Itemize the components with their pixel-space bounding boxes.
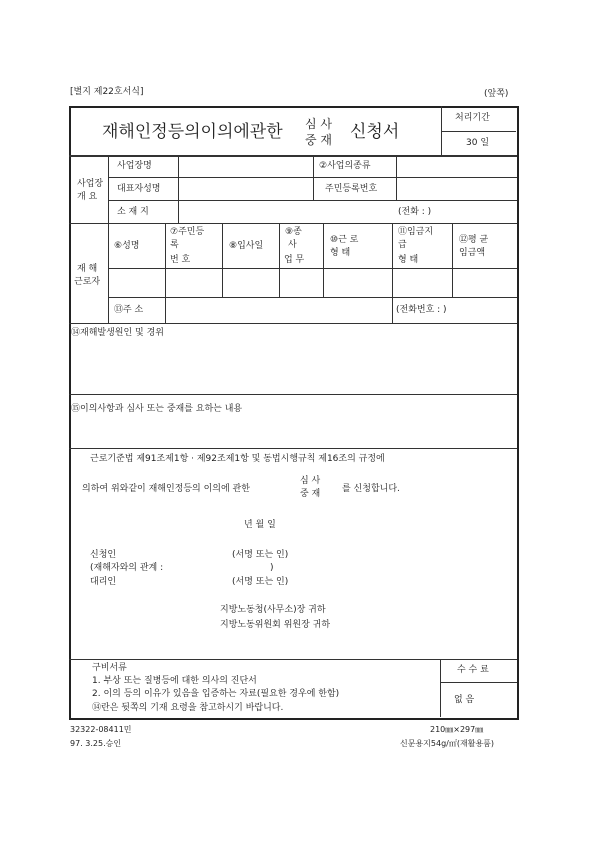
accident-cause-field[interactable] <box>71 342 514 392</box>
statement-stack-bottom: 중 재 <box>300 489 321 499</box>
paper-size: 210㎜×297㎜ <box>430 725 484 734</box>
worker-rrn-label-3: 번 호 <box>170 255 191 265</box>
application-date: 년 월 일 <box>244 520 276 530</box>
statement-line-1: 근로기준법 제91조제1항 · 제92조제1항 및 동법시행규칙 제16조의 규정에 <box>90 454 385 464</box>
work-type-field[interactable] <box>325 270 390 295</box>
worker-address-label: ⑬주 소 <box>114 305 144 315</box>
worker-address-field[interactable] <box>167 299 390 321</box>
document-item-1: 1. 부상 또는 질병등에 대한 의사의 진단서 <box>92 676 257 686</box>
job-label-3: 업 무 <box>284 255 305 265</box>
worker-section-label-1: 재 해 <box>77 264 98 274</box>
document-item-3: ⑭란은 뒷쪽의 기재 요령을 참고하시기 바랍니다. <box>92 703 284 713</box>
objection-content-field[interactable] <box>71 418 514 446</box>
avg-wage-label-2: 임금액 <box>459 248 486 258</box>
agent-signature[interactable]: (서명 또는 인) <box>232 577 289 587</box>
job-label-1: ⑨종 <box>285 227 302 237</box>
document-item-2: 2. 이의 등의 이유가 있음을 입증하는 자료(필요한 경우에 한함) <box>92 689 340 699</box>
objection-content-label: ⑮이의사항과 심사 또는 중재를 요하는 내용 <box>71 404 243 414</box>
statement-stack-top: 심 사 <box>300 476 321 486</box>
business-type-field[interactable] <box>398 157 514 175</box>
relation-close: ) <box>270 563 274 573</box>
form-title-right: 신청서 <box>350 122 400 142</box>
business-type-label: ②사업의종류 <box>319 161 371 171</box>
representative-field[interactable] <box>180 180 310 198</box>
job-label-2: 사 <box>288 240 297 250</box>
worker-name-field[interactable] <box>110 270 163 295</box>
wage-type-label-3: 형 태 <box>398 255 419 265</box>
avg-wage-label-1: ⑫평 균 <box>459 235 489 245</box>
hire-date-label: ⑧입사일 <box>229 241 264 251</box>
accident-cause-label: ⑭재해발생원인 및 경위 <box>71 328 164 338</box>
worker-rrn-field[interactable] <box>167 270 220 295</box>
wage-type-field[interactable] <box>394 270 450 295</box>
business-section-label-1: 사업장 <box>77 179 104 189</box>
wage-type-label-2: 급 <box>398 240 407 250</box>
form-title-left: 재해인정등의이의에관한 <box>102 122 283 142</box>
page-side-label: (앞쪽) <box>484 89 509 99</box>
fee-label: 수 수 료 <box>457 665 489 675</box>
business-address-label: 소 재 지 <box>117 207 149 217</box>
business-name-field[interactable] <box>180 157 310 175</box>
worker-rrn-label-2: 록 <box>170 240 179 250</box>
addressee-line-1: 지방노동청(사무소)장 귀하 <box>220 605 326 615</box>
processing-period-label: 처리기간 <box>455 113 490 123</box>
title-stack-top: 심 사 <box>305 117 332 131</box>
business-phone-label: (전화 : ) <box>398 207 432 217</box>
approval-date: 97. 3.25.승인 <box>70 739 122 748</box>
avg-wage-field[interactable] <box>454 270 514 295</box>
processing-period-value: 30 일 <box>466 138 490 148</box>
representative-label: 대표자성명 <box>117 184 161 194</box>
job-field[interactable] <box>281 270 321 295</box>
business-rrn-label: 주민등록번호 <box>325 184 378 194</box>
form-code: [별지 제22호서식] <box>70 87 144 97</box>
title-stack-bottom: 중 재 <box>305 133 332 147</box>
documents-title: 구비서류 <box>92 663 127 673</box>
form-number: 32322-08411민 <box>70 725 132 734</box>
statement-line-2-left: 의하여 위와같이 재해인정등의 이의에 관한 <box>82 484 250 494</box>
worker-rrn-label-1: ⑦주민등 <box>170 227 205 237</box>
worker-name-label: ⑥성명 <box>114 241 140 251</box>
relation-label: (재해자와의 관계 : <box>90 563 164 573</box>
business-rrn-field[interactable] <box>398 180 514 198</box>
worker-phone-label: (전화번호 : ) <box>396 305 447 315</box>
statement-line-2-right: 를 신청합니다. <box>342 484 400 494</box>
work-type-label-2: 형 태 <box>330 248 351 258</box>
work-type-label-1: ⑩근 로 <box>330 235 359 245</box>
agent-label: 대리인 <box>90 577 117 587</box>
hire-date-field[interactable] <box>224 270 277 295</box>
business-section-label-2: 개 요 <box>77 192 98 202</box>
business-name-label: 사업장명 <box>117 161 152 171</box>
paper-spec: 신문용지54g/㎡(재활용품) <box>400 739 495 748</box>
wage-type-label-1: ⑪임금지 <box>398 227 434 237</box>
applicant-label: 신청인 <box>90 550 117 560</box>
worker-section-label-2: 근로자 <box>74 277 101 287</box>
fee-value: 없 음 <box>454 695 475 705</box>
addressee-line-2: 지방노동위원회 위원장 귀하 <box>220 620 331 630</box>
applicant-signature[interactable]: (서명 또는 인) <box>232 550 289 560</box>
business-address-field[interactable] <box>180 203 390 221</box>
